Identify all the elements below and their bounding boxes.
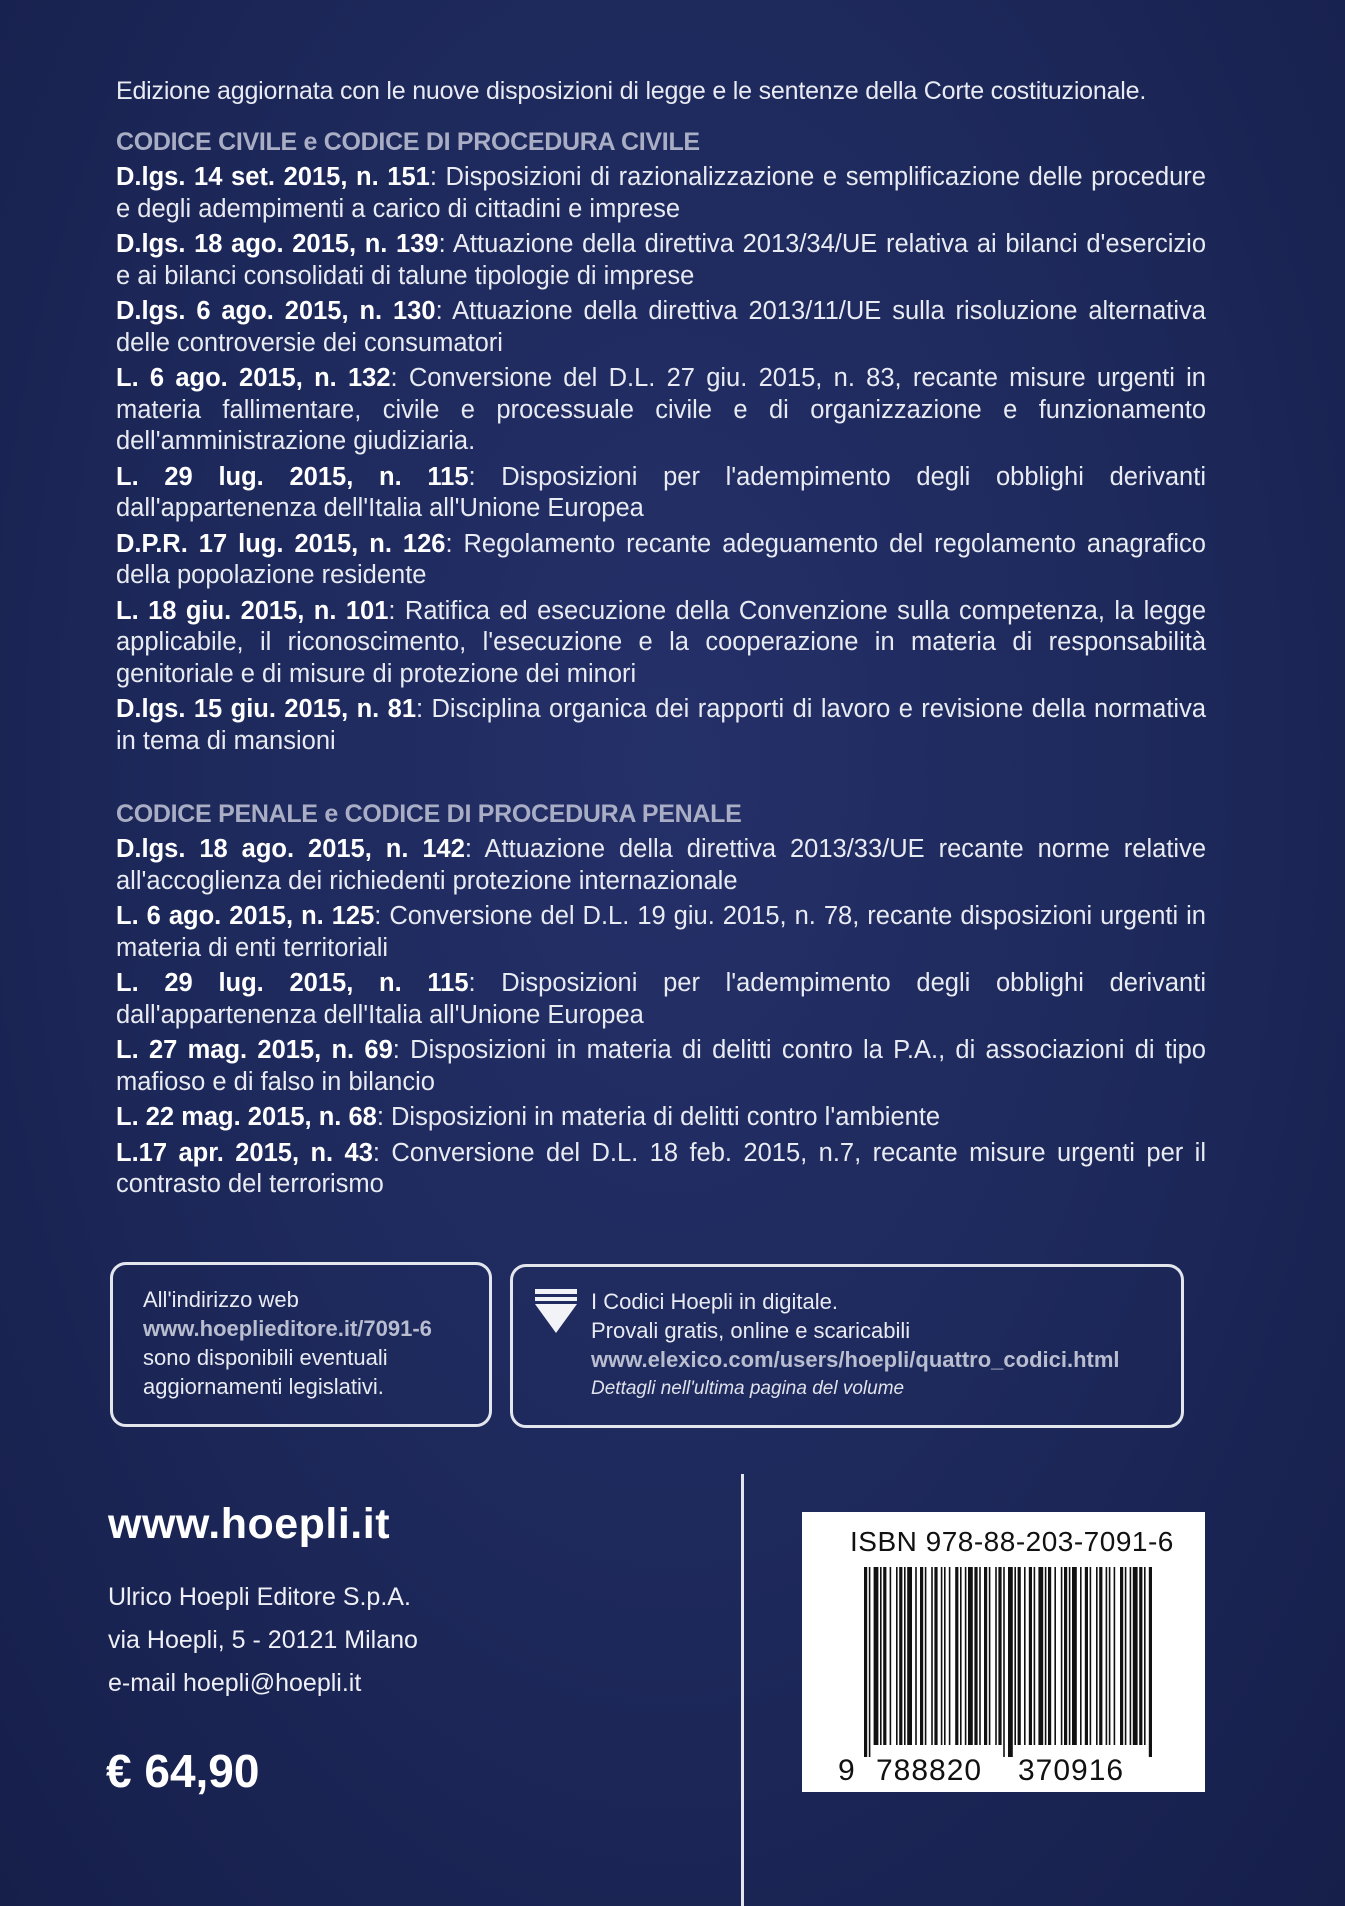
barcode-bar — [941, 1567, 943, 1745]
publisher-email: e-mail hoepli@hoepli.it — [108, 1669, 362, 1697]
barcode-bar — [979, 1567, 981, 1745]
law-entry — [116, 968, 1206, 1031]
barcode-bar — [1139, 1567, 1142, 1745]
barcode-bars — [864, 1567, 1154, 1757]
barcode-bar — [944, 1567, 946, 1745]
civil-entries-list — [116, 162, 1206, 761]
barcode-bar — [1064, 1567, 1067, 1745]
web-box-line1: All'indirizzo web — [143, 1287, 299, 1312]
law-entry — [116, 596, 1206, 691]
barcode-bar — [1133, 1567, 1138, 1745]
law-description: : Conversione del D.L. 18 feb. 2015, n.7, recante misure urgenti per il contrasto del terrorismo — [116, 1138, 1207, 1198]
barcode-bar — [1096, 1567, 1098, 1745]
barcode-bar — [1054, 1567, 1056, 1745]
barcode-bar — [925, 1567, 927, 1745]
barcode-bar — [1045, 1567, 1047, 1745]
barcode-bar — [1114, 1567, 1116, 1745]
law-reference: L.17 apr. 2015, n. 43 — [116, 1138, 373, 1167]
law-description: : Disposizioni di razionalizzazione e semplificazione delle procedure e degli adempimenti a carico di cittadini e imprese — [116, 163, 1206, 223]
barcode-bar — [874, 1567, 879, 1745]
barcode-bar — [1144, 1567, 1146, 1745]
law-reference: L. 18 giu. 2015, n. 101 — [116, 596, 389, 625]
law-entry — [116, 694, 1206, 757]
download-arrow-icon — [531, 1289, 581, 1335]
vertical-divider — [741, 1474, 744, 1906]
isbn-label: ISBN 978-88-203-7091-6 — [850, 1526, 1174, 1557]
law-reference: L. 22 mag. 2015, n. 68 — [116, 1103, 377, 1131]
law-entry — [116, 296, 1206, 359]
barcode-bar — [1106, 1567, 1108, 1745]
barcode-bar — [1125, 1567, 1127, 1745]
barcode-bar — [880, 1567, 882, 1745]
law-entry — [116, 229, 1206, 292]
law-entry — [116, 1035, 1206, 1098]
barcode-digits-left: 788820 — [876, 1754, 983, 1787]
barcode-bar — [883, 1567, 886, 1745]
barcode-bar — [1090, 1567, 1092, 1745]
barcode-bar — [899, 1567, 902, 1745]
law-reference: L. 6 ago. 2015, n. 125 — [116, 902, 375, 930]
publisher-address: via Hoepli, 5 - 20121 Milano — [108, 1626, 418, 1654]
barcode-bar — [1109, 1567, 1111, 1745]
barcode-bar — [984, 1567, 987, 1745]
law-description: : Conversione del D.L. 19 giu. 2015, n. 78, recante disposizioni urgenti in materia di enti territoriali — [116, 902, 1206, 962]
publisher-address-block — [108, 1576, 418, 1705]
barcode-bar — [1072, 1567, 1077, 1745]
law-reference: D.lgs. 18 ago. 2015, n. 139 — [116, 230, 439, 258]
barcode-bar — [1024, 1567, 1026, 1745]
barcode-bar — [915, 1567, 917, 1745]
penal-title-a: CODICE PENALE — [116, 800, 318, 828]
law-description: : Attuazione della direttiva 2013/33/UE recante norme relative all'accoglienza dei richiedenti protezione internazionale — [116, 835, 1206, 895]
penal-title-conj: e — [324, 800, 338, 828]
barcode-bar — [995, 1567, 997, 1745]
barcode-bar — [1130, 1567, 1132, 1745]
barcode-bar — [960, 1567, 962, 1745]
civil-section-title — [116, 128, 1216, 157]
barcode-bar — [989, 1567, 991, 1745]
law-entry — [116, 162, 1206, 225]
law-description: : Disposizioni in materia di delitti contro la P.A., di associazioni di tipo mafioso e di falso in bilancio — [116, 1036, 1206, 1096]
barcode-bar — [974, 1567, 977, 1745]
barcode-bar — [931, 1567, 933, 1745]
barcode-bar — [896, 1567, 898, 1745]
barcode-bar — [1008, 1567, 1013, 1757]
law-description: : Regolamento recante adeguamento del regolamento anagrafico della popolazione residente — [116, 529, 1206, 589]
law-description: : Attuazione della direttiva 2013/34/UE relativa ai bilanci d'esercizio e ai bilanci consolidati di talune tipologie di imprese — [116, 230, 1207, 290]
barcode-bar — [1029, 1567, 1032, 1745]
civil-title-conj: e — [303, 128, 318, 156]
digital-box-line1: I Codici Hoepli in digitale. — [591, 1289, 839, 1314]
publisher-website[interactable]: www.hoepli.it — [108, 1500, 391, 1548]
barcode-bar — [968, 1567, 973, 1745]
barcode-bar — [955, 1567, 958, 1745]
barcode-bar — [965, 1567, 967, 1745]
law-description: : Conversione del D.L. 27 giu. 2015, n. 83, recante misure urgenti in materia fallimentare, civile e processuale civile e di organizzazione e funzionamento dell'amministrazione giudiziaria. — [116, 364, 1206, 455]
barcode-bar — [1061, 1567, 1063, 1745]
law-reference: D.P.R. 17 lug. 2015, n. 126 — [116, 529, 446, 558]
law-reference: D.lgs. 18 ago. 2015, n. 142 — [116, 835, 465, 863]
law-entry — [116, 901, 1206, 964]
barcode-digits-right: 370916 — [1018, 1754, 1125, 1787]
barcode-bar — [920, 1567, 923, 1745]
civil-title-b: CODICE DI PROCEDURA CIVILE — [323, 128, 700, 156]
barcode-bar — [1099, 1567, 1102, 1745]
digital-codes-box — [510, 1264, 1184, 1428]
digital-box-line2: Provali gratis, online e scaricabili — [591, 1318, 911, 1343]
barcode-bar — [1014, 1567, 1016, 1745]
law-description: : Ratifica ed esecuzione della Convenzione sulla competenza, la legge applicabile, il riconoscimento, l'esecuzione e la cooperazione in materia di responsabilità genitoriale e di misure di protezione dei minori — [116, 596, 1206, 688]
web-box-link[interactable]: www.hoeplieditore.it/7091-6 — [143, 1316, 432, 1341]
barcode-bar — [869, 1567, 871, 1757]
law-description: : Disposizioni per l'adempimento degli obblighi derivanti dall'appartenenza dell'Italia all'Unione Europea — [116, 969, 1206, 1029]
law-reference: D.lgs. 15 giu. 2015, n. 81 — [116, 695, 417, 723]
barcode-bar — [949, 1567, 951, 1745]
barcode-bar — [1034, 1567, 1036, 1745]
barcode-bar — [1080, 1567, 1082, 1745]
barcode-bar — [1085, 1567, 1088, 1745]
barcode-bar — [1048, 1567, 1051, 1745]
law-reference: L. 6 ago. 2015, n. 132 — [116, 364, 391, 392]
law-description: : Disciplina organica dei rapporti di lavoro e revisione della normativa in tema di mansioni — [116, 695, 1207, 755]
web-box-line2: sono disponibili eventuali — [143, 1345, 388, 1370]
barcode-bar — [1069, 1567, 1071, 1745]
law-reference: D.lgs. 14 set. 2015, n. 151 — [116, 163, 430, 191]
barcode-box — [802, 1512, 1205, 1792]
barcode-bar — [1149, 1567, 1152, 1757]
price: € 64,90 — [106, 1745, 260, 1797]
web-box-line3: aggiornamenti legislativi. — [143, 1374, 384, 1399]
law-entry — [116, 834, 1206, 897]
penal-section-title — [116, 800, 1216, 829]
law-reference: D.lgs. 6 ago. 2015, n. 130 — [116, 297, 436, 325]
barcode-bar — [890, 1567, 892, 1745]
law-description: : Disposizioni per l'adempimento degli obblighi derivanti dall'appartenenza dell'Italia all'Unione Europea — [116, 462, 1206, 522]
digital-box-note: Dettagli nell'ultima pagina del volume — [591, 1378, 905, 1399]
law-entry — [116, 363, 1206, 458]
law-entry — [116, 1102, 1206, 1134]
penal-entries-list — [116, 834, 1206, 1205]
barcode-bar — [934, 1567, 937, 1745]
barcode-bar — [1018, 1567, 1021, 1745]
web-updates-box — [110, 1262, 492, 1427]
barcode-bar — [998, 1567, 1001, 1745]
intro-text: Edizione aggiornata con le nuove disposizioni di legge e le sentenze della Corte costituzionale. — [116, 77, 1147, 105]
law-description: : Attuazione della direttiva 2013/11/UE sulla risoluzione alternativa delle controversie dei consumatori — [116, 297, 1206, 357]
barcode-digit-first: 9 — [838, 1754, 856, 1787]
barcode-bar — [1038, 1567, 1043, 1745]
penal-title-b: CODICE DI PROCEDURA PENALE — [344, 800, 742, 828]
barcode-bar — [1120, 1567, 1123, 1745]
barcode-bar — [864, 1567, 867, 1757]
law-entry — [116, 529, 1206, 592]
barcode-bar — [1003, 1567, 1005, 1757]
barcode-bar — [907, 1567, 912, 1745]
law-description: : Disposizioni in materia di delitti contro l'ambiente — [376, 1103, 941, 1131]
barcode-bar — [904, 1567, 906, 1745]
law-entry — [116, 462, 1206, 525]
law-reference: L. 27 mag. 2015, n. 69 — [116, 1036, 393, 1064]
law-reference: L. 29 lug. 2015, n. 115 — [116, 462, 469, 491]
law-reference: L. 29 lug. 2015, n. 115 — [116, 969, 469, 997]
digital-box-link[interactable]: www.elexico.com/users/hoepli/quattro_codici.html — [591, 1347, 1120, 1372]
law-entry — [116, 1138, 1206, 1201]
civil-title-a: CODICE CIVILE — [116, 128, 297, 156]
publisher-name: Ulrico Hoepli Editore S.p.A. — [108, 1583, 411, 1611]
